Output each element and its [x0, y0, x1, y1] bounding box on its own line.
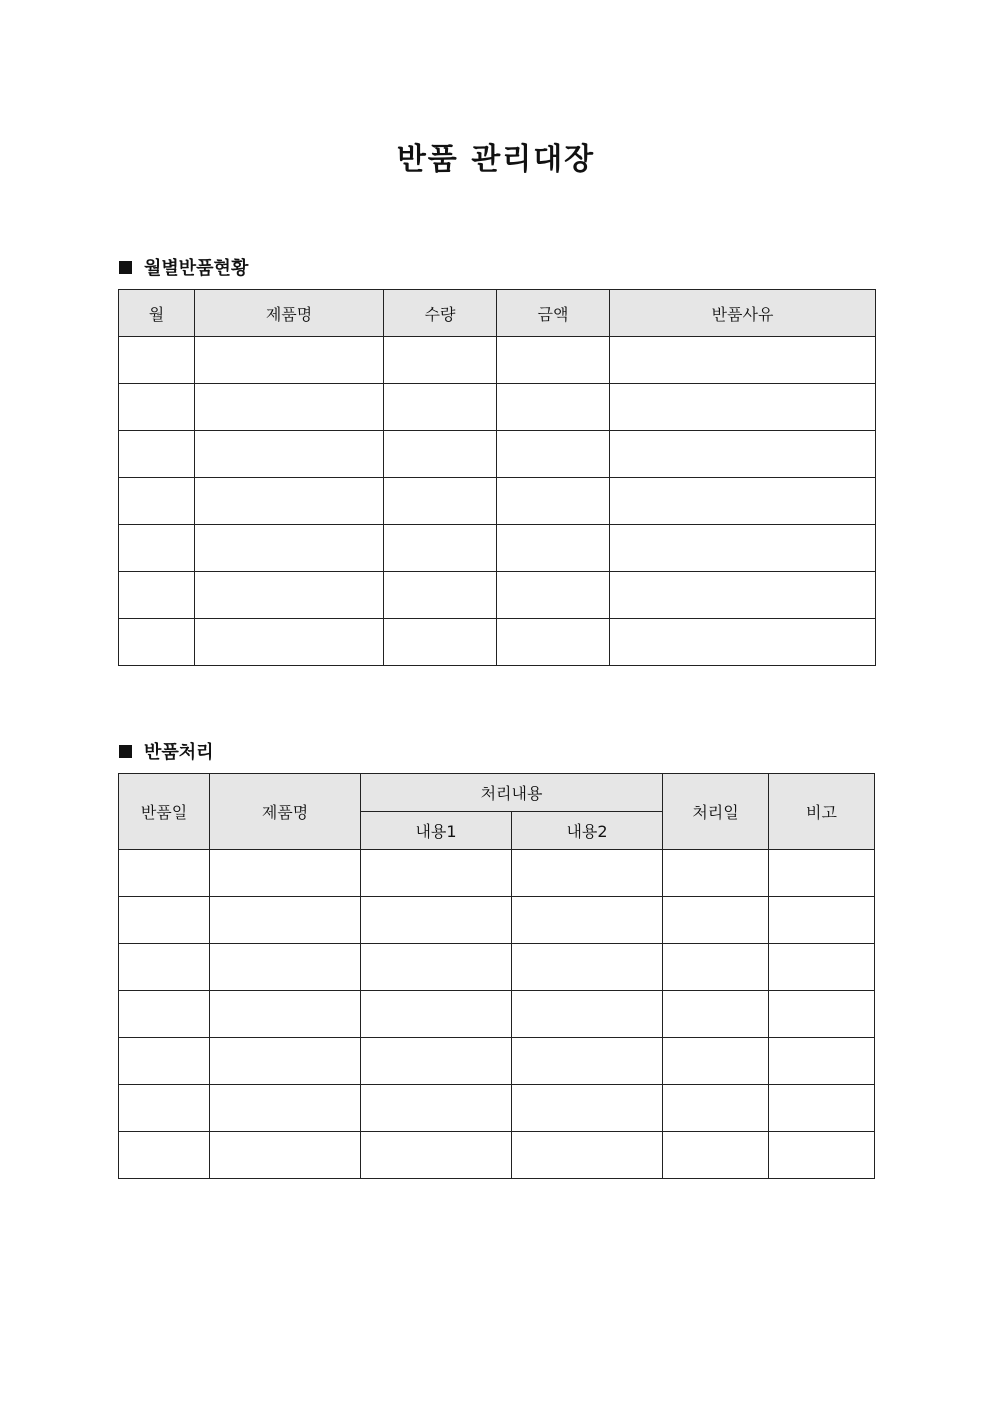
table-cell[interactable]: [119, 384, 195, 431]
table-cell[interactable]: [663, 850, 769, 897]
table-cell[interactable]: [769, 1038, 875, 1085]
table-cell[interactable]: [361, 897, 512, 944]
table-cell[interactable]: [361, 944, 512, 991]
table-cell[interactable]: [384, 572, 497, 619]
col-header-return-reason: 반품사유: [610, 290, 876, 337]
table-cell[interactable]: [119, 619, 195, 666]
table-cell[interactable]: [512, 1085, 663, 1132]
col-header-quantity: 수량: [384, 290, 497, 337]
col-header-process-date: 처리일: [663, 774, 769, 850]
table-cell[interactable]: [384, 384, 497, 431]
table-cell[interactable]: [361, 850, 512, 897]
table-cell[interactable]: [119, 850, 210, 897]
table-cell[interactable]: [512, 850, 663, 897]
table-row: [119, 944, 875, 991]
table-cell[interactable]: [119, 991, 210, 1038]
table-cell[interactable]: [361, 991, 512, 1038]
table-cell[interactable]: [497, 478, 610, 525]
table-cell[interactable]: [512, 1132, 663, 1179]
table-cell[interactable]: [119, 431, 195, 478]
table-header-row: [119, 290, 876, 337]
table-cell[interactable]: [195, 478, 384, 525]
table-row: [119, 478, 876, 525]
table-cell[interactable]: [769, 1132, 875, 1179]
table-cell[interactable]: [361, 1038, 512, 1085]
table-cell[interactable]: [663, 944, 769, 991]
table-cell[interactable]: [497, 525, 610, 572]
col-header-process-content: 처리내용: [361, 774, 663, 812]
table-cell[interactable]: [210, 850, 361, 897]
table-row: [119, 525, 876, 572]
table-cell[interactable]: [195, 337, 384, 384]
table-cell[interactable]: [195, 572, 384, 619]
table-cell[interactable]: [769, 944, 875, 991]
table-cell[interactable]: [210, 897, 361, 944]
table-row: [119, 1038, 875, 1085]
table-cell[interactable]: [610, 619, 876, 666]
table-cell[interactable]: [119, 572, 195, 619]
table-cell[interactable]: [663, 897, 769, 944]
table-cell[interactable]: [663, 991, 769, 1038]
table-cell[interactable]: [119, 944, 210, 991]
table-cell[interactable]: [769, 991, 875, 1038]
table-cell[interactable]: [610, 431, 876, 478]
table-cell[interactable]: [497, 572, 610, 619]
table-cell[interactable]: [512, 1038, 663, 1085]
table-cell[interactable]: [195, 384, 384, 431]
table-cell[interactable]: [610, 384, 876, 431]
col-header-content1: 내용1: [361, 812, 512, 850]
table-cell[interactable]: [210, 1038, 361, 1085]
table-row: [119, 619, 876, 666]
section-heading-label: 월별반품현황: [144, 258, 249, 279]
square-bullet-icon: [119, 261, 132, 274]
table-cell[interactable]: [384, 525, 497, 572]
table-row: [119, 1085, 875, 1132]
square-bullet-icon: [119, 745, 132, 758]
table-row: [119, 337, 876, 384]
table-cell[interactable]: [610, 337, 876, 384]
table-cell[interactable]: [210, 1132, 361, 1179]
page-title: 반품 관리대장: [396, 142, 596, 177]
table-cell[interactable]: [384, 478, 497, 525]
section-heading-label: 반품처리: [144, 742, 214, 763]
table-cell[interactable]: [610, 478, 876, 525]
table-cell[interactable]: [119, 478, 195, 525]
table-cell[interactable]: [195, 525, 384, 572]
table-cell[interactable]: [119, 337, 195, 384]
table-cell[interactable]: [497, 619, 610, 666]
table-cell[interactable]: [497, 431, 610, 478]
col-header-return-date: 반품일: [119, 774, 210, 850]
table-cell[interactable]: [119, 1038, 210, 1085]
table-row: [119, 897, 875, 944]
col-header-note: 비고: [769, 774, 875, 850]
monthly-returns-table: [118, 289, 876, 666]
col-header-amount: 금액: [497, 290, 610, 337]
table-cell[interactable]: [497, 337, 610, 384]
col-header-content2: 내용2: [512, 812, 663, 850]
table-cell[interactable]: [384, 619, 497, 666]
section-return-processing-heading: [119, 738, 214, 764]
table-cell[interactable]: [663, 1038, 769, 1085]
table-cell[interactable]: [769, 897, 875, 944]
table-cell[interactable]: [119, 1085, 210, 1132]
table-cell[interactable]: [210, 1085, 361, 1132]
table-cell[interactable]: [610, 572, 876, 619]
table-cell[interactable]: [384, 337, 497, 384]
return-processing-table: [118, 773, 875, 1179]
table-cell[interactable]: [512, 897, 663, 944]
section-monthly-returns-heading: [119, 254, 248, 280]
table-row: [119, 384, 876, 431]
table-cell[interactable]: [210, 944, 361, 991]
table-row: [119, 1132, 875, 1179]
table-cell[interactable]: [610, 525, 876, 572]
table-row: [119, 572, 876, 619]
table-row: [119, 850, 875, 897]
table-cell[interactable]: [512, 991, 663, 1038]
table-cell[interactable]: [119, 897, 210, 944]
table-cell[interactable]: [384, 431, 497, 478]
table-cell[interactable]: [663, 1085, 769, 1132]
table-cell[interactable]: [361, 1085, 512, 1132]
table-cell[interactable]: [195, 431, 384, 478]
table-cell[interactable]: [119, 1132, 210, 1179]
table-cell[interactable]: [663, 1132, 769, 1179]
table-cell[interactable]: [769, 1085, 875, 1132]
table-header-row: [119, 774, 875, 812]
table-row: [119, 431, 876, 478]
table-cell[interactable]: [769, 850, 875, 897]
table-cell[interactable]: [210, 991, 361, 1038]
col-header-month: 월: [119, 290, 195, 337]
table-cell[interactable]: [119, 525, 195, 572]
table-cell[interactable]: [361, 1132, 512, 1179]
table-cell[interactable]: [195, 619, 384, 666]
col-header-product: 제품명: [195, 290, 384, 337]
table-cell[interactable]: [497, 384, 610, 431]
table-cell[interactable]: [512, 944, 663, 991]
col-header-product: 제품명: [210, 774, 361, 850]
table-row: [119, 991, 875, 1038]
